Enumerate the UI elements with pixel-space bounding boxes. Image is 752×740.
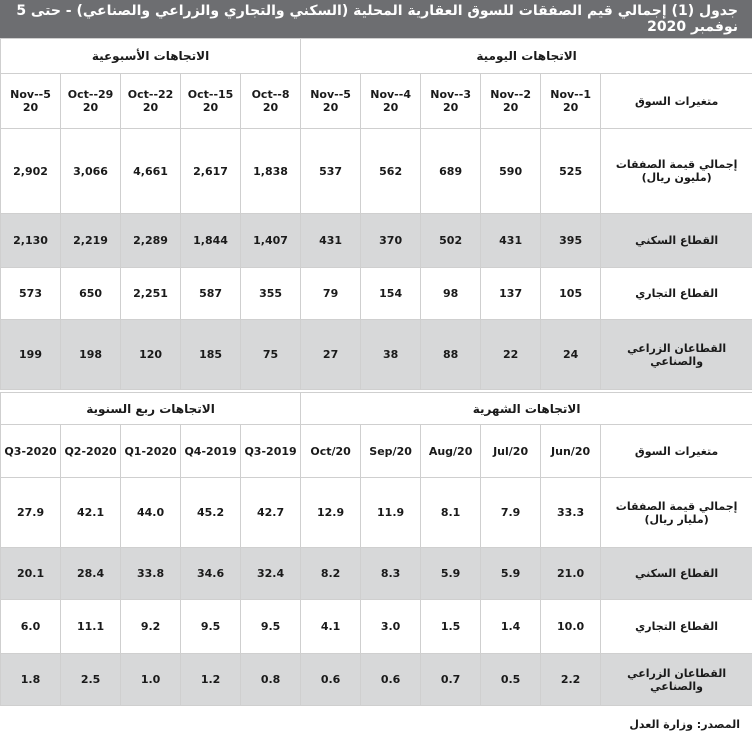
column-header: 3-Nov-20 (421, 74, 481, 129)
row-header-market-variables: متغيرات السوق (601, 425, 752, 478)
table-cell: 10.0 (541, 600, 601, 654)
table-cell: 12.9 (301, 478, 361, 548)
table-cell: 2.2 (541, 654, 601, 706)
table-row (1, 654, 752, 706)
table-cell: 98 (421, 268, 481, 320)
column-header: Jul/20 (481, 425, 541, 478)
table-cell: 44.0 (121, 478, 181, 548)
column-header: 29-Oct-20 (61, 74, 121, 129)
table-cell: 33.8 (121, 548, 181, 600)
table-cell: 1.2 (181, 654, 241, 706)
table-cell: 2,902 (1, 129, 61, 214)
column-header: 2020-Q2 (61, 425, 121, 478)
table-row (1, 268, 752, 320)
table-cell: 2,219 (61, 214, 121, 268)
table-cell: 45.2 (181, 478, 241, 548)
row-label: القطاعان الزراعي والصناعي (601, 654, 752, 706)
table-cell: 20.1 (1, 548, 61, 600)
table-cell: 38 (361, 320, 421, 390)
section-quarterly-trends: الاتجاهات ربع السنوية (1, 393, 301, 425)
table-cell: 1,407 (241, 214, 301, 268)
column-header: 5-Nov-20 (1, 74, 61, 129)
table-cell: 34.6 (181, 548, 241, 600)
table-cell: 590 (481, 129, 541, 214)
table-cell: 11.1 (61, 600, 121, 654)
table-cell: 2,617 (181, 129, 241, 214)
table-cell: 154 (361, 268, 421, 320)
table-cell: 0.6 (301, 654, 361, 706)
table-cell: 42.7 (241, 478, 301, 548)
table-cell: 1.5 (421, 600, 481, 654)
table-cell: 8.1 (421, 478, 481, 548)
table-cell: 4.1 (301, 600, 361, 654)
table-cell: 502 (421, 214, 481, 268)
table-cell: 355 (241, 268, 301, 320)
section-weekly-trends: الاتجاهات الأسبوعية (1, 39, 301, 74)
table-cell: 24 (541, 320, 601, 390)
table-cell: 137 (481, 268, 541, 320)
row-header-market-variables: متغيرات السوق (601, 74, 752, 129)
column-header: 2019-Q4 (181, 425, 241, 478)
table-cell: 0.7 (421, 654, 481, 706)
table-cell: 27 (301, 320, 361, 390)
row-label: إجمالي قيمة الصفقات (مليار ريال) (601, 478, 752, 548)
table-cell: 2,251 (121, 268, 181, 320)
table-cell: 431 (301, 214, 361, 268)
table-cell: 431 (481, 214, 541, 268)
table-cell: 33.3 (541, 478, 601, 548)
table-cell: 587 (181, 268, 241, 320)
column-header: Aug/20 (421, 425, 481, 478)
daily-weekly-table (0, 38, 752, 390)
table-cell: 22 (481, 320, 541, 390)
column-header: Oct/20 (301, 425, 361, 478)
table-cell: 1.8 (1, 654, 61, 706)
table-cell: 537 (301, 129, 361, 214)
monthly-quarterly-table (0, 392, 752, 706)
table-cell: 120 (121, 320, 181, 390)
table-cell: 199 (1, 320, 61, 390)
row-label: القطاع السكني (601, 214, 752, 268)
row-label: القطاعان الزراعي والصناعي (601, 320, 752, 390)
section-monthly-trends: الاتجاهات الشهرية (301, 393, 752, 425)
column-header: 2-Nov-20 (481, 74, 541, 129)
table-cell: 5.9 (481, 548, 541, 600)
row-label: القطاع السكني (601, 548, 752, 600)
table-cell: 28.4 (61, 548, 121, 600)
column-header: Jun/20 (541, 425, 601, 478)
table-cell: 0.8 (241, 654, 301, 706)
table-cell: 1.0 (121, 654, 181, 706)
row-label: إجمالي قيمة الصفقات (مليون ريال) (601, 129, 752, 214)
table-cell: 75 (241, 320, 301, 390)
column-header: 2019-Q3 (241, 425, 301, 478)
table-cell: 370 (361, 214, 421, 268)
table-cell: 88 (421, 320, 481, 390)
table-title: جدول (1) إجمالي قيم الصفقات للسوق العقارية المحلية (السكني والتجاري والزراعي والصناعي) - حتى 5 نوفمبر 2020 (0, 0, 752, 38)
table-row (1, 320, 752, 390)
table-cell: 6.0 (1, 600, 61, 654)
table-cell: 2,130 (1, 214, 61, 268)
table-cell: 1,844 (181, 214, 241, 268)
table-cell: 525 (541, 129, 601, 214)
column-header-row (1, 74, 752, 129)
table-cell: 9.5 (241, 600, 301, 654)
table-cell: 562 (361, 129, 421, 214)
column-header: 1-Nov-20 (541, 74, 601, 129)
table-row (1, 129, 752, 214)
table-cell: 185 (181, 320, 241, 390)
table-row (1, 548, 752, 600)
column-header: Sep/20 (361, 425, 421, 478)
table-cell: 11.9 (361, 478, 421, 548)
table-cell: 395 (541, 214, 601, 268)
section-daily-trends: الاتجاهات اليومية (301, 39, 752, 74)
column-header: 2020-Q3 (1, 425, 61, 478)
table-cell: 1,838 (241, 129, 301, 214)
column-header: 5-Nov-20 (301, 74, 361, 129)
table-cell: 5.9 (421, 548, 481, 600)
row-label: القطاع التجاري (601, 600, 752, 654)
table-cell: 573 (1, 268, 61, 320)
column-header: 2020-Q1 (121, 425, 181, 478)
column-header: 8-Oct-20 (241, 74, 301, 129)
table-cell: 2.5 (61, 654, 121, 706)
table-cell: 7.9 (481, 478, 541, 548)
table-cell: 8.2 (301, 548, 361, 600)
column-header: 4-Nov-20 (361, 74, 421, 129)
table-cell: 9.5 (181, 600, 241, 654)
column-header-row (1, 425, 752, 478)
table-cell: 8.3 (361, 548, 421, 600)
column-header: 15-Oct-20 (181, 74, 241, 129)
table-cell: 105 (541, 268, 601, 320)
table-cell: 21.0 (541, 548, 601, 600)
table-cell: 9.2 (121, 600, 181, 654)
source-note: المصدر: وزارة العدل (629, 718, 740, 731)
table-row (1, 478, 752, 548)
table-row (1, 214, 752, 268)
table-cell: 689 (421, 129, 481, 214)
row-label: القطاع التجاري (601, 268, 752, 320)
table-cell: 3.0 (361, 600, 421, 654)
table-row (1, 600, 752, 654)
table-cell: 4,661 (121, 129, 181, 214)
table-cell: 3,066 (61, 129, 121, 214)
table-cell: 32.4 (241, 548, 301, 600)
table-cell: 198 (61, 320, 121, 390)
table-cell: 1.4 (481, 600, 541, 654)
column-header: 22-Oct-20 (121, 74, 181, 129)
table-cell: 2,289 (121, 214, 181, 268)
table-cell: 42.1 (61, 478, 121, 548)
table-cell: 650 (61, 268, 121, 320)
table-cell: 27.9 (1, 478, 61, 548)
table-cell: 0.5 (481, 654, 541, 706)
table-cell: 0.6 (361, 654, 421, 706)
table-cell: 79 (301, 268, 361, 320)
